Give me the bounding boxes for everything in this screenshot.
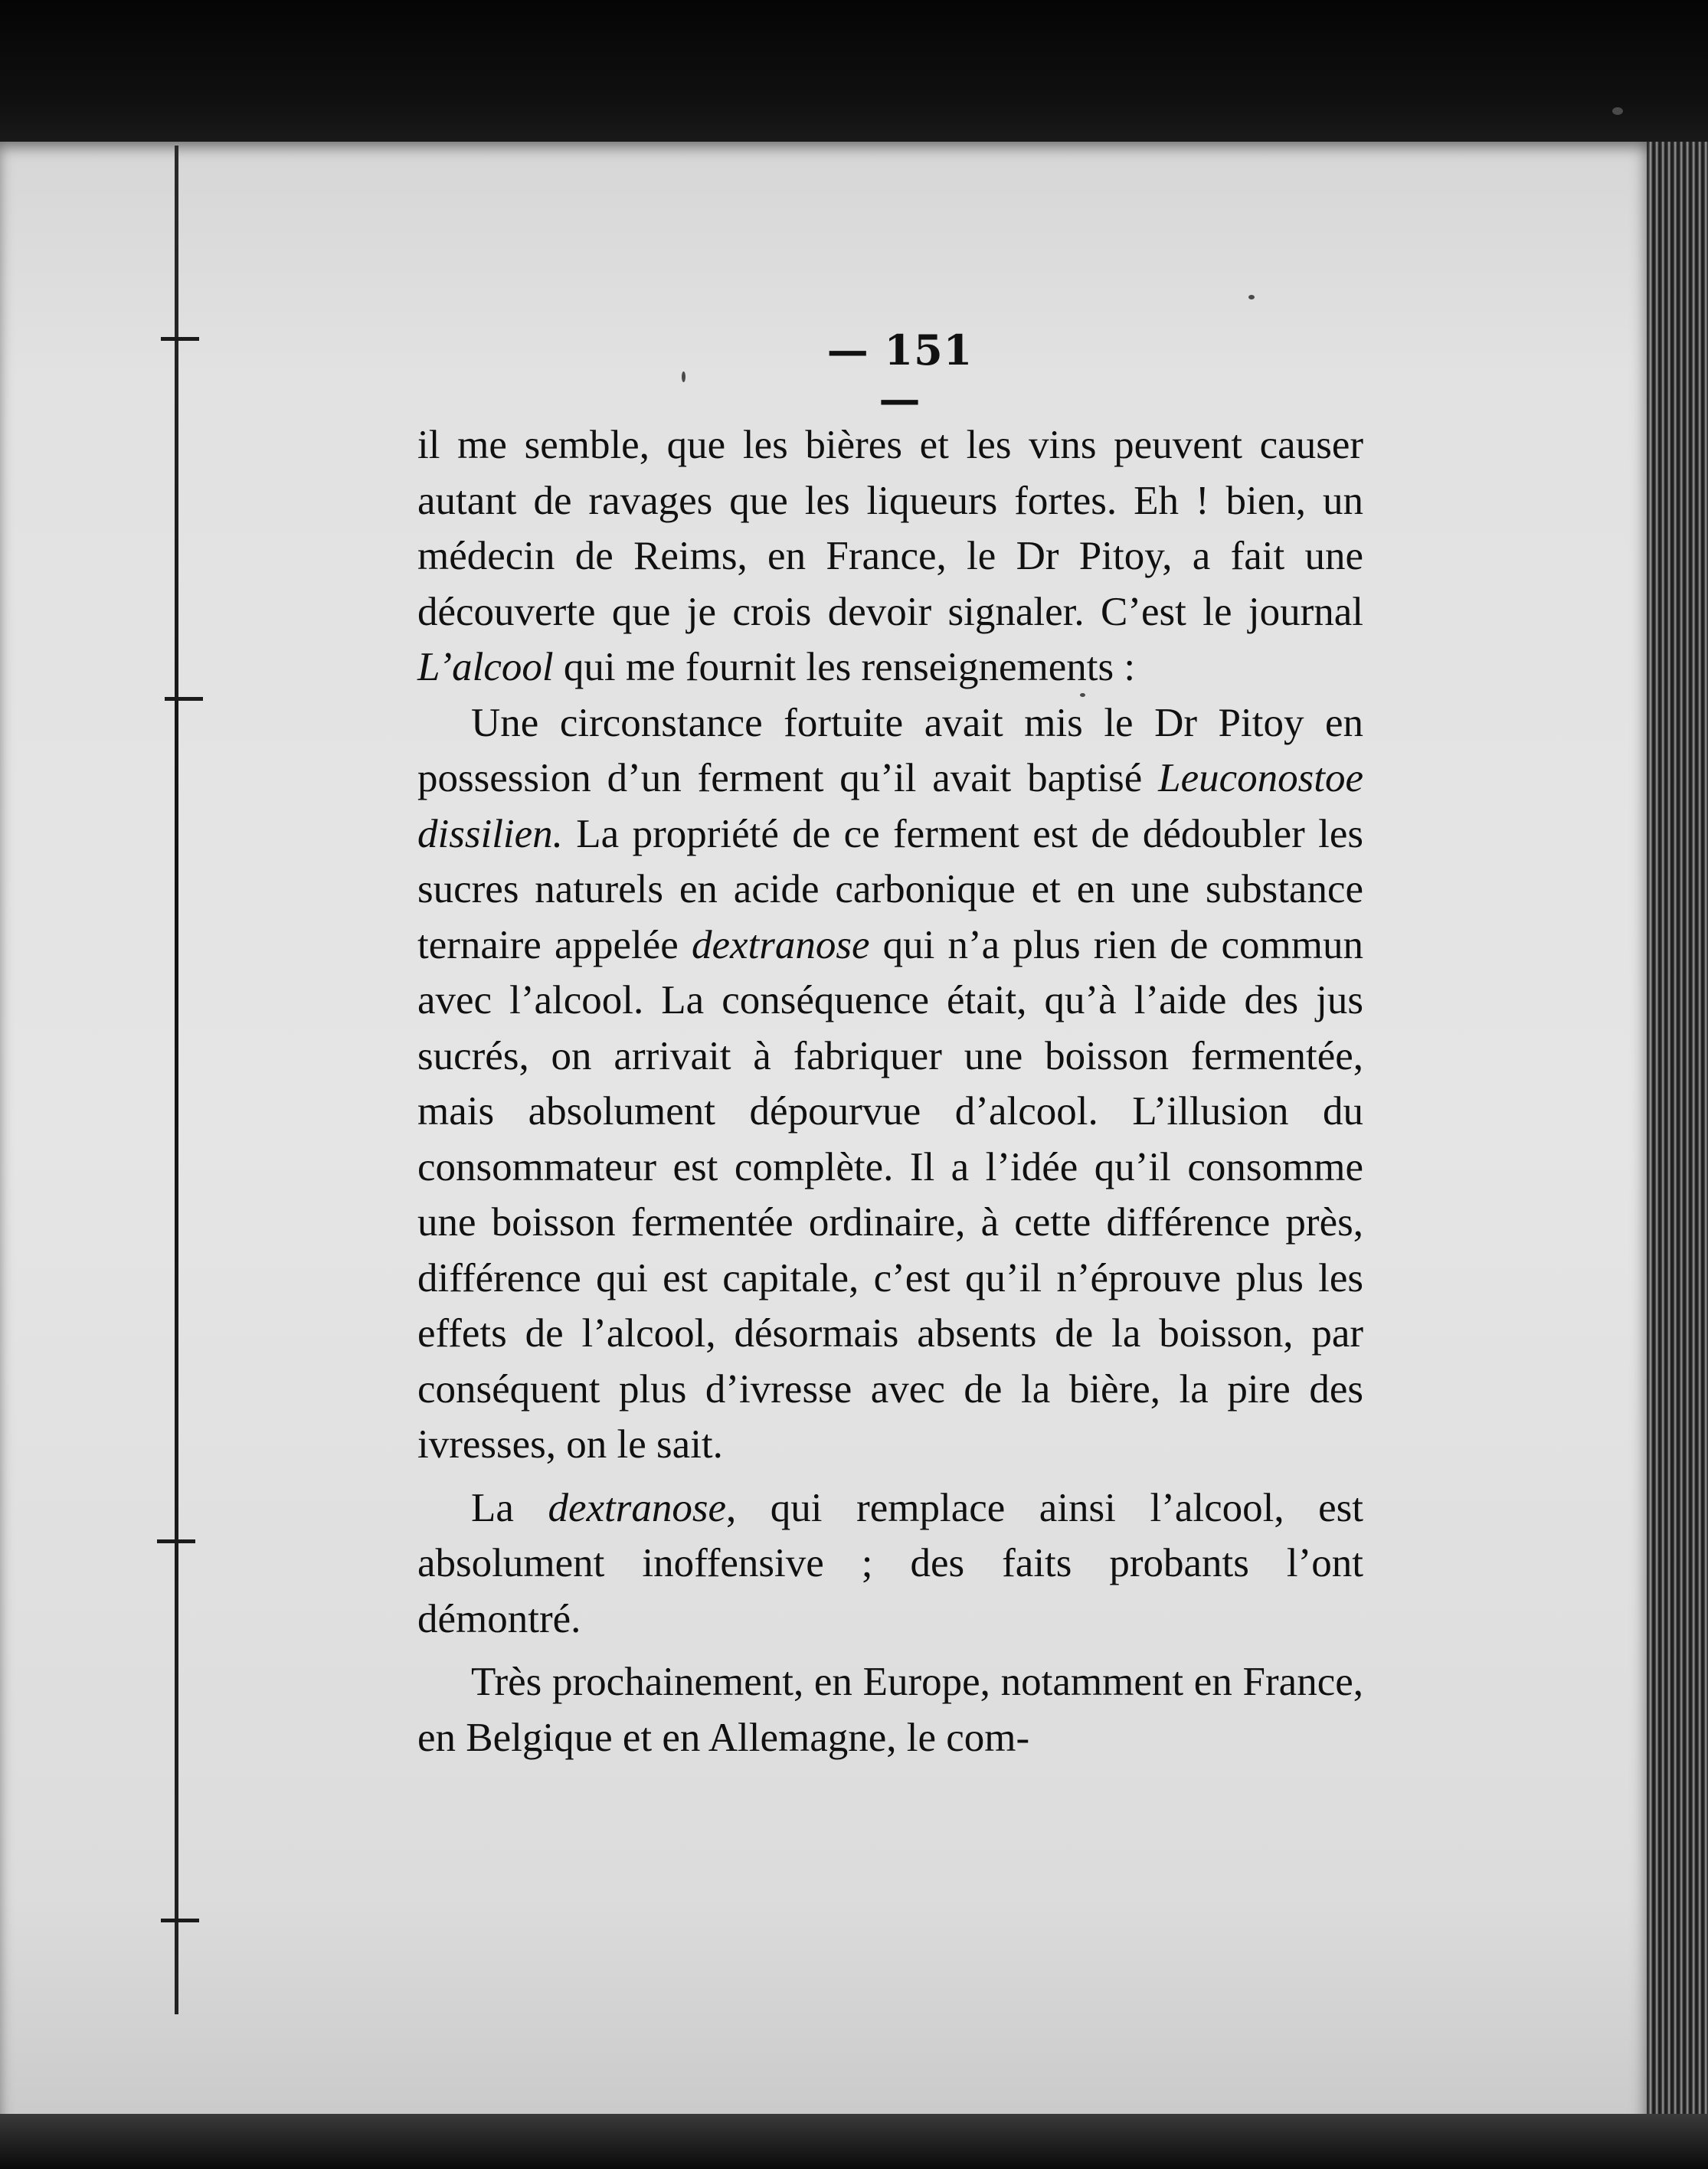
journal-title: L’alcool [417, 645, 554, 689]
dextranose-term: dextranose [691, 922, 870, 967]
body-text [417, 417, 1363, 1765]
gutter-tick [157, 1539, 195, 1543]
gutter-tick [161, 337, 199, 341]
top-shadow [0, 0, 1708, 146]
gutter-line [175, 146, 178, 2014]
dust-speck [1248, 295, 1255, 299]
dust-speck [1612, 107, 1623, 115]
paragraph-2: Une circonstance fortuite avait mis le Dr Pitoy en possession d’un ferment qu’il avait baptisé Leuconostoe dissilien. La propriété de ce ferment est de dédoubler les sucres naturels en acide carbonique et en une substance ternaire appelée dextranose qui n’a plus rien de commun avec l’alcool. La conséquence était, qu’à l’aide des jus sucrés, on arrivait à fabriquer une boisson fermentée, mais absolument dépourvue d’alcool. L’illusion du consommateur est complète. Il a l’idée qu’il consomme une boisson fermentée ordinaire, à cette différence près, différence qui est capitale, c’est qu’il n’éprouve plus les effets de l’alcool, désormais absents de la boisson, par conséquent plus d’ivresse avec de la bière, la pire des ivresses, on le sait. [417, 700, 1363, 1467]
bottom-shadow [0, 2114, 1708, 2169]
ferment-name: Leuconostoe dissilien. [417, 756, 1363, 856]
gutter-tick [161, 1919, 199, 1922]
dextranose-term: dextranose [548, 1485, 727, 1530]
page-edge-stack [1647, 142, 1708, 2133]
gutter-tick [165, 697, 203, 701]
dust-speck [682, 371, 685, 382]
page-number: — 151 — [826, 326, 973, 424]
paragraph-4: Très prochainement, en Europe, notamment en France, en Belgique et en Allemagne, le com- [417, 1660, 1363, 1760]
paragraph-1: il me semble, que les bières et les vins peuvent causer autant de ravages que les liqueurs fortes. Eh ! bien, un médecin de Reims, en France, le Dr Pitoy, a fait une découverte que je crois devoir signaler. C’est le journal L’alcool qui me fournit les renseignements : [417, 423, 1363, 689]
paragraph-3: La dextranose, qui remplace ainsi l’alcool, est absolument inoffensive ; des faits probants l’ont démontré. [417, 1485, 1363, 1641]
